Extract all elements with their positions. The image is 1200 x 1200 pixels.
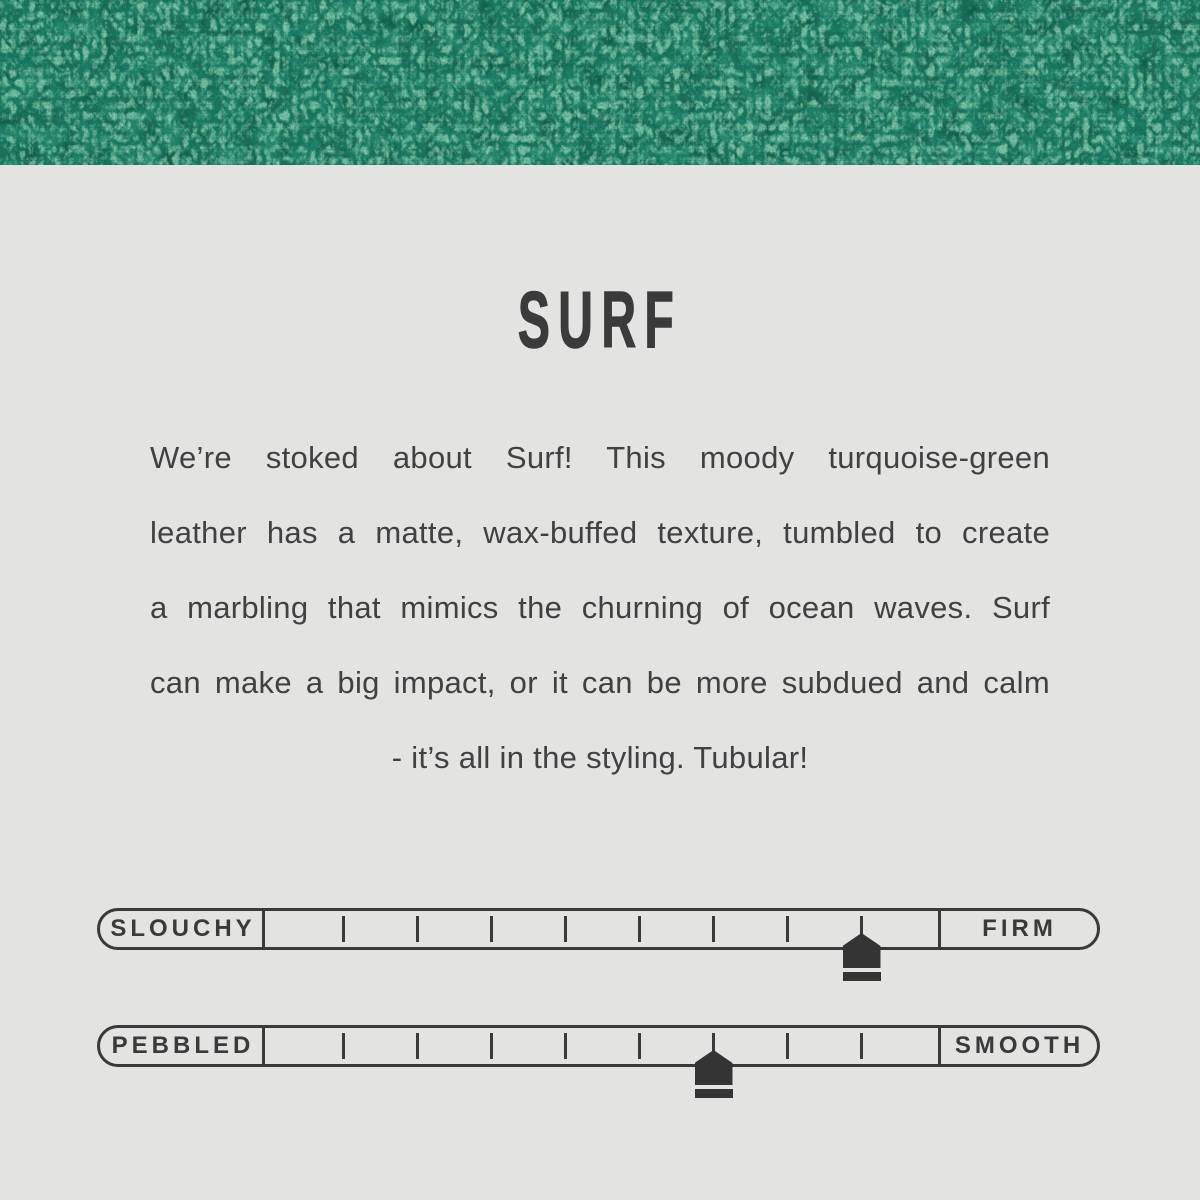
- scale-tick: [638, 1033, 641, 1059]
- page-title: SURF: [517, 275, 683, 364]
- scale-marker: [695, 1050, 733, 1098]
- description-line: - it’s all in the styling. Tubular!: [391, 740, 809, 775]
- color-description: [150, 420, 1050, 795]
- scale-tick: [416, 916, 419, 942]
- scale-marker-pointer: [843, 933, 881, 968]
- scale-tick: [342, 916, 345, 942]
- scale-right-label: SMOOTH: [954, 1032, 1085, 1059]
- scale-right-label: FIRM: [982, 915, 1057, 942]
- description-line: leather has a matte, wax-buffed texture, tumbled to create: [150, 515, 1050, 550]
- scale-tick: [712, 916, 715, 942]
- leather-texture-image: [0, 0, 1200, 165]
- description-line: We’re stoked about Surf! This moody turquoise-green: [150, 440, 1050, 475]
- scale-left-label: SLOUCHY: [110, 915, 256, 942]
- scale-tick: [786, 1033, 789, 1059]
- slouchy-firm-scale: [97, 908, 1100, 950]
- scale-divider: [262, 1025, 265, 1067]
- scale-marker-pointer: [695, 1050, 733, 1085]
- scale-divider: [262, 908, 265, 950]
- scale-tick: [860, 1033, 863, 1059]
- pebbled-smooth-scale: [97, 1025, 1100, 1067]
- scale-marker-base: [695, 1089, 733, 1098]
- description-line: can make a big impact, or it can be more subdued and calm: [150, 665, 1050, 700]
- scale-marker: [843, 933, 881, 981]
- description-line: a marbling that mimics the churning of ocean waves. Surf: [150, 590, 1050, 625]
- scale-tick: [490, 1033, 493, 1059]
- scale-left-label: PEBBLED: [111, 1032, 255, 1059]
- scale-tick: [416, 1033, 419, 1059]
- scale-tick: [342, 1033, 345, 1059]
- scale-tick: [490, 916, 493, 942]
- scale-tick: [638, 916, 641, 942]
- scale-tick: [564, 916, 567, 942]
- scale-tick: [564, 1033, 567, 1059]
- scale-tick: [786, 916, 789, 942]
- scale-marker-base: [843, 972, 881, 981]
